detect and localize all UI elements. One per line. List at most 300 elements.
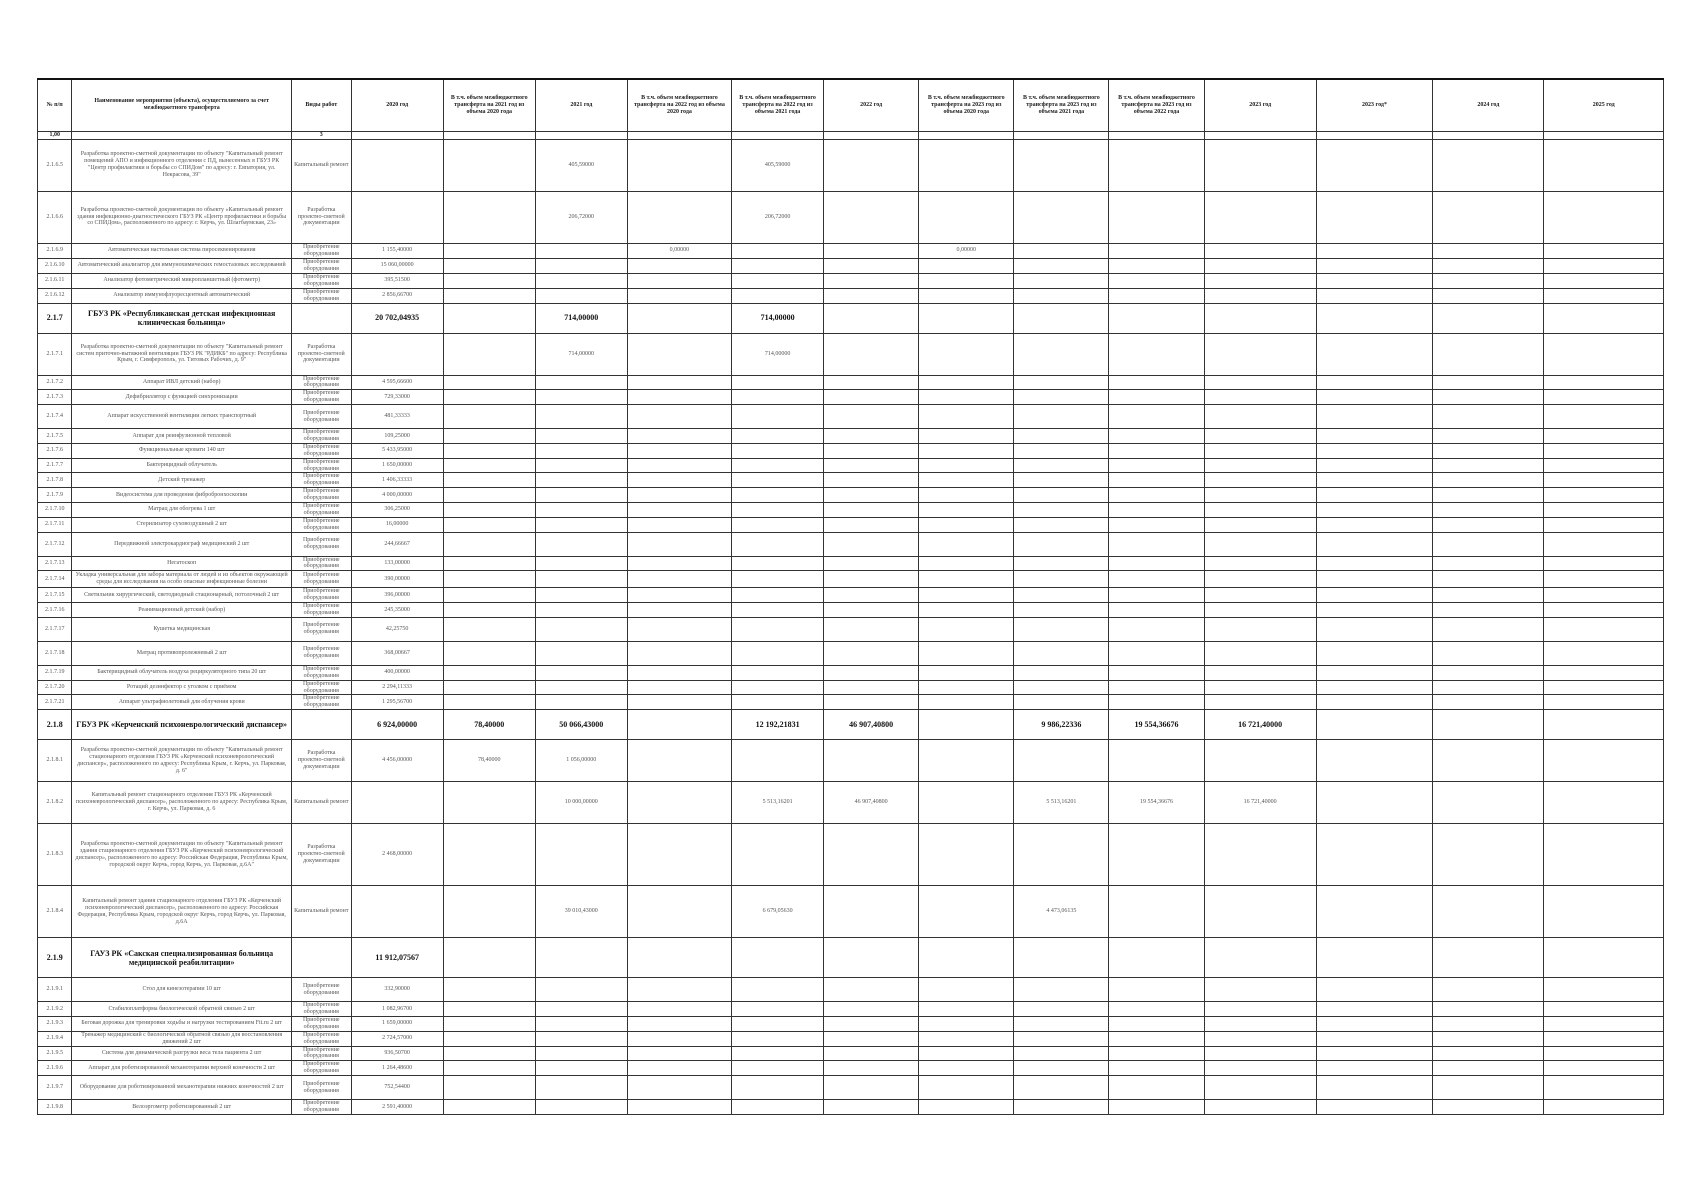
value-cell (1109, 139, 1204, 191)
value-cell (824, 303, 919, 333)
value-cell (1316, 740, 1432, 782)
value-cell: 390,00000 (351, 571, 443, 588)
row-type: Приобретение оборудования (291, 258, 351, 273)
value-cell (1014, 517, 1109, 532)
row-number: 2.1.6.5 (38, 139, 72, 191)
value-cell (919, 333, 1014, 375)
row-name: Аппарат ультрафиолетовый для облучения крови (72, 695, 292, 710)
value-cell (1109, 517, 1204, 532)
value-cell (1316, 710, 1432, 740)
row-name: Матрац для обогрева 1 шт (72, 502, 292, 517)
value-cell (1316, 556, 1432, 571)
value-cell: 936,50700 (351, 1046, 443, 1061)
value-cell (824, 1076, 919, 1100)
value-cell (443, 1046, 535, 1061)
value-cell (1544, 1017, 1664, 1032)
value-cell: 244,66667 (351, 532, 443, 556)
value-cell (627, 556, 731, 571)
value-cell: 16,00000 (351, 517, 443, 532)
value-cell (824, 258, 919, 273)
value-cell (1204, 532, 1316, 556)
value-cell (1204, 556, 1316, 571)
value-cell (443, 502, 535, 517)
value-cell (1544, 473, 1664, 488)
row-number: 2.1.7.21 (38, 695, 72, 710)
value-cell (1544, 617, 1664, 641)
value-cell: 1 264,48600 (351, 1061, 443, 1076)
value-cell (732, 1031, 824, 1046)
value-cell (1544, 1100, 1664, 1115)
value-cell (1433, 978, 1544, 1002)
value-cell (732, 740, 824, 782)
value-cell (824, 488, 919, 503)
value-cell (1433, 303, 1544, 333)
row-name: Анализатор иммунофлуоресцентный автоматический (72, 288, 292, 303)
row-type: Приобретение оборудования (291, 665, 351, 680)
row-type: Разработка проектно-сметной документации (291, 191, 351, 243)
value-cell (919, 641, 1014, 665)
row-type: Приобретение оборудования (291, 273, 351, 288)
value-cell (1204, 824, 1316, 886)
value-cell (1544, 665, 1664, 680)
value-cell (1204, 390, 1316, 405)
row-name: Анализатор фотометрический микропланшетный (фотометр) (72, 273, 292, 288)
value-cell (351, 782, 443, 824)
row-number: 2.1.8.3 (38, 824, 72, 886)
value-cell: 368,00667 (351, 641, 443, 665)
value-cell (535, 571, 627, 588)
value-cell (1316, 390, 1432, 405)
value-cell (1014, 303, 1109, 333)
row-name: Негатоскоп (72, 556, 292, 571)
value-cell (1204, 303, 1316, 333)
value-cell (1316, 1061, 1432, 1076)
row-type: Приобретение оборудования (291, 288, 351, 303)
row-number: 2.1.9.6 (38, 1061, 72, 1076)
row-number: 2.1.6.6 (38, 191, 72, 243)
row-number: 2.1.9.4 (38, 1031, 72, 1046)
value-cell (1544, 603, 1664, 618)
value-cell (627, 938, 731, 978)
row-name: Детский тренажер (72, 473, 292, 488)
value-cell (919, 517, 1014, 532)
value-cell (824, 333, 919, 375)
value-cell (1014, 571, 1109, 588)
row-number: 2.1.6.10 (38, 258, 72, 273)
value-cell (1433, 191, 1544, 243)
value-cell (1433, 139, 1544, 191)
value-cell (1014, 740, 1109, 782)
row-name: Стол для кинезотерапии 10 шт (72, 978, 292, 1002)
value-cell: 133,00000 (351, 556, 443, 571)
value-cell (627, 405, 731, 429)
value-cell (1204, 139, 1316, 191)
value-cell (1433, 375, 1544, 390)
row-number: 2.1.6.11 (38, 273, 72, 288)
value-cell (443, 695, 535, 710)
value-cell (824, 288, 919, 303)
value-cell (627, 641, 731, 665)
value-cell (1014, 429, 1109, 444)
table-row (38, 1017, 1664, 1032)
value-cell (443, 288, 535, 303)
value-cell (443, 303, 535, 333)
value-cell (627, 375, 731, 390)
value-cell: 4 000,00000 (351, 488, 443, 503)
row-type: Приобретение оборудования (291, 390, 351, 405)
value-cell (1544, 333, 1664, 375)
value-cell (1014, 695, 1109, 710)
value-cell (1544, 375, 1664, 390)
value-cell (919, 1002, 1014, 1017)
value-cell (1109, 288, 1204, 303)
value-cell (1109, 603, 1204, 618)
value-cell (732, 1046, 824, 1061)
value-cell: 1 295,56700 (351, 695, 443, 710)
value-cell (919, 1017, 1014, 1032)
row-name: Дефибриллятор с функцией синхронизации (72, 390, 292, 405)
value-cell (1544, 571, 1664, 588)
row-name: ГАУЗ РК «Сакская специализированная больница медицинской реабилитации» (72, 938, 292, 978)
value-cell (627, 191, 731, 243)
table-row (38, 782, 1664, 824)
row-number: 2.1.7.1 (38, 333, 72, 375)
value-cell (824, 502, 919, 517)
table-row (38, 1100, 1664, 1115)
value-cell (1109, 443, 1204, 458)
value-cell (443, 139, 535, 191)
value-cell (1544, 405, 1664, 429)
value-cell (627, 390, 731, 405)
value-cell (1544, 139, 1664, 191)
value-cell (1204, 1002, 1316, 1017)
header-year: 2023 год (1204, 79, 1316, 131)
row-number: 2.1.7.20 (38, 680, 72, 695)
row-name: Укладка универсальная для забора материала от людей и из объектов окружающей среды для исследования на особо опасные инфекционные болезни (72, 571, 292, 588)
header-year: 2021 год (535, 79, 627, 131)
value-cell (627, 458, 731, 473)
table-row (38, 517, 1664, 532)
value-cell (1109, 1031, 1204, 1046)
value-cell: 10 000,00000 (535, 782, 627, 824)
value-cell (1204, 740, 1316, 782)
value-cell (1433, 532, 1544, 556)
value-cell: 1 155,40000 (351, 243, 443, 258)
row-number: 2.1.7.2 (38, 375, 72, 390)
value-cell (732, 695, 824, 710)
table-row (38, 458, 1664, 473)
row-number: 2.1.7.19 (38, 665, 72, 680)
row-name: Аппарат ИВЛ детский (набор) (72, 375, 292, 390)
table-row (38, 665, 1664, 680)
value-cell (824, 390, 919, 405)
value-cell (1014, 824, 1109, 886)
value-cell (1014, 375, 1109, 390)
value-cell (1316, 243, 1432, 258)
value-cell (535, 488, 627, 503)
row-name: ГБУЗ РК «Керченский психоневрологический диспансер» (72, 710, 292, 740)
header-year: 2020 год (351, 79, 443, 131)
row-name: Капитальный ремонт здания стационарного отделения ГБУЗ РК «Керченский психоневрологический диспансер», расположенного по адресу: Российская Федерация, Республика Крым, городской округ Керчь, город Керчь, ул. Парковая, д.6А (72, 886, 292, 938)
value-cell (1433, 458, 1544, 473)
value-cell (919, 782, 1014, 824)
value-cell (1544, 710, 1664, 740)
section-row (38, 303, 1664, 333)
value-cell (1316, 824, 1432, 886)
value-cell (732, 273, 824, 288)
value-cell: 1 082,96700 (351, 1002, 443, 1017)
row-number: 2.1.9.7 (38, 1076, 72, 1100)
value-cell (443, 665, 535, 680)
budget-table (37, 78, 1664, 1115)
value-cell (1544, 288, 1664, 303)
value-cell (1204, 695, 1316, 710)
value-cell (627, 288, 731, 303)
value-cell (919, 473, 1014, 488)
value-cell (919, 938, 1014, 978)
row-type: Приобретение оборудования (291, 695, 351, 710)
value-cell (919, 405, 1014, 429)
value-cell (443, 333, 535, 375)
row-name: Передвижной электрокардиограф медицинский 2 шт (72, 532, 292, 556)
table-row (38, 139, 1664, 191)
value-cell (1014, 288, 1109, 303)
value-cell (1433, 603, 1544, 618)
value-cell (732, 429, 824, 444)
value-cell (732, 288, 824, 303)
value-cell (1433, 641, 1544, 665)
value-cell (919, 824, 1014, 886)
value-cell (1204, 273, 1316, 288)
value-cell (1109, 273, 1204, 288)
value-cell (443, 405, 535, 429)
value-cell (824, 665, 919, 680)
value-cell (732, 502, 824, 517)
row-type: Приобретение оборудования (291, 588, 351, 603)
value-cell (732, 680, 824, 695)
value-cell: 46 907,40800 (824, 782, 919, 824)
value-cell (1316, 1002, 1432, 1017)
row-name: Тренажер медицинский с биологической обратной связью для восстановления движений 2 шт (72, 1031, 292, 1046)
table-row (38, 390, 1664, 405)
value-cell (1316, 191, 1432, 243)
value-cell (443, 886, 535, 938)
value-cell (1544, 740, 1664, 782)
value-cell (627, 1061, 731, 1076)
value-cell: 19 554,36676 (1109, 710, 1204, 740)
row-number: 2.1.8.1 (38, 740, 72, 782)
row-name: Разработка проектно-сметной документации по объекту «Капитальный ремонт здания инфекционно-диагностического ГБУЗ РК «Центр профилактики и борьбы со СПИДом», расположенного по адресу: г. Керчь, ул. Шлагбаумская, 23» (72, 191, 292, 243)
header-year: В т.ч. объем межбюджетного трансферта на 2021 год из объема 2020 года (443, 79, 535, 131)
value-cell (1014, 243, 1109, 258)
value-cell: 11 912,07567 (351, 938, 443, 978)
row-type: Приобретение оборудования (291, 641, 351, 665)
index-cell (72, 131, 292, 139)
value-cell (1433, 502, 1544, 517)
value-cell (732, 617, 824, 641)
value-cell (1204, 502, 1316, 517)
value-cell: 16 721,40000 (1204, 782, 1316, 824)
value-cell (919, 665, 1014, 680)
row-number: 2.1.7.4 (38, 405, 72, 429)
row-number: 2.1.8 (38, 710, 72, 740)
row-type: Приобретение оборудования (291, 405, 351, 429)
table-row (38, 288, 1664, 303)
value-cell: 405,59000 (732, 139, 824, 191)
value-cell (535, 443, 627, 458)
value-cell (1433, 886, 1544, 938)
value-cell (535, 375, 627, 390)
value-cell (824, 458, 919, 473)
row-type: Разработка проектно-сметной документации (291, 333, 351, 375)
value-cell (1014, 258, 1109, 273)
value-cell (535, 1076, 627, 1100)
table-row (38, 502, 1664, 517)
table-row (38, 443, 1664, 458)
row-name: Беговая дорожка для тренировки ходьбы и нагрузки тестированием Fit.ru 2 шт (72, 1017, 292, 1032)
value-cell (535, 978, 627, 1002)
value-cell (1204, 886, 1316, 938)
value-cell (627, 333, 731, 375)
value-cell (919, 710, 1014, 740)
value-cell (1433, 488, 1544, 503)
row-number: 2.1.7.9 (38, 488, 72, 503)
row-type (291, 710, 351, 740)
table-row (38, 532, 1664, 556)
value-cell (1204, 680, 1316, 695)
value-cell (1316, 641, 1432, 665)
value-cell (1544, 273, 1664, 288)
value-cell (1316, 303, 1432, 333)
value-cell (443, 390, 535, 405)
row-number: 2.1.7.10 (38, 502, 72, 517)
row-name: Функциональные кровати 140 шт (72, 443, 292, 458)
value-cell (627, 429, 731, 444)
value-cell (627, 443, 731, 458)
value-cell (732, 375, 824, 390)
value-cell (1204, 1017, 1316, 1032)
value-cell (627, 532, 731, 556)
value-cell (1433, 740, 1544, 782)
value-cell (919, 458, 1014, 473)
value-cell (535, 1017, 627, 1032)
value-cell: 4 595,66600 (351, 375, 443, 390)
row-number: 2.1.7.15 (38, 588, 72, 603)
value-cell (919, 1031, 1014, 1046)
value-cell (1109, 695, 1204, 710)
value-cell (443, 191, 535, 243)
value-cell (627, 517, 731, 532)
row-number: 2.1.7.11 (38, 517, 72, 532)
row-name: Бактерицидный облучатель (72, 458, 292, 473)
value-cell (1433, 273, 1544, 288)
value-cell (1204, 665, 1316, 680)
value-cell (351, 333, 443, 375)
value-cell: 481,33333 (351, 405, 443, 429)
value-cell (1014, 1002, 1109, 1017)
value-cell: 1 650,00000 (351, 458, 443, 473)
value-cell (1316, 665, 1432, 680)
value-cell (1109, 473, 1204, 488)
table-row (38, 1002, 1664, 1017)
value-cell (919, 303, 1014, 333)
value-cell (1014, 978, 1109, 1002)
row-name: Бактерицидный облучатель воздуха рециркуляторного типа 20 шт (72, 665, 292, 680)
value-cell (824, 191, 919, 243)
value-cell (443, 458, 535, 473)
value-cell (535, 243, 627, 258)
value-cell: 396,00000 (351, 588, 443, 603)
value-cell (824, 139, 919, 191)
row-name: Оборудование для роботизированной механотерапии нижних конечностей 2 шт (72, 1076, 292, 1100)
value-cell (1014, 1076, 1109, 1100)
value-cell (1544, 938, 1664, 978)
value-cell (1204, 517, 1316, 532)
value-cell (443, 1002, 535, 1017)
row-number: 2.1.7.14 (38, 571, 72, 588)
value-cell (824, 824, 919, 886)
value-cell (443, 556, 535, 571)
value-cell (1433, 824, 1544, 886)
value-cell: 206,72000 (535, 191, 627, 243)
row-number: 2.1.7.13 (38, 556, 72, 571)
value-cell (732, 390, 824, 405)
value-cell (1433, 1002, 1544, 1017)
table-row (38, 1031, 1664, 1046)
value-cell (1433, 517, 1544, 532)
value-cell (824, 1002, 919, 1017)
value-cell (1316, 502, 1432, 517)
value-cell (1544, 1002, 1664, 1017)
value-cell (535, 695, 627, 710)
value-cell (1544, 429, 1664, 444)
value-cell: 395,51500 (351, 273, 443, 288)
value-cell (824, 1017, 919, 1032)
header-num: № п/п (38, 79, 72, 131)
table-row (38, 429, 1664, 444)
value-cell (1014, 405, 1109, 429)
value-cell (919, 429, 1014, 444)
header-name: Наименование мероприятия (объекта), осуществляемого за счет межбюджетного трансферта (72, 79, 292, 131)
value-cell (1109, 665, 1204, 680)
value-cell (919, 695, 1014, 710)
row-type: Приобретение оборудования (291, 429, 351, 444)
value-cell (1544, 443, 1664, 458)
value-cell (1433, 680, 1544, 695)
value-cell (1433, 556, 1544, 571)
value-cell (1204, 641, 1316, 665)
row-name: Капитальный ремонт стационарного отделения ГБУЗ РК «Керченский психоневрологический диспансер», расположенного по адресу: Республика Крым, г. Керчь, ул. Парковая, д. 6 (72, 782, 292, 824)
value-cell (919, 532, 1014, 556)
row-number: 2.1.8.2 (38, 782, 72, 824)
value-cell (443, 603, 535, 618)
value-cell (824, 740, 919, 782)
table-row (38, 273, 1664, 288)
value-cell (1544, 1046, 1664, 1061)
value-cell (1316, 603, 1432, 618)
row-name: Велоэргометр роботизированный 2 шт (72, 1100, 292, 1115)
value-cell (1316, 1046, 1432, 1061)
row-type: Приобретение оборудования (291, 532, 351, 556)
value-cell (443, 532, 535, 556)
value-cell (1109, 258, 1204, 273)
row-name: Стерилизатор суховоздушный 2 шт (72, 517, 292, 532)
value-cell (535, 405, 627, 429)
value-cell (1544, 532, 1664, 556)
value-cell: 4 473,06135 (1014, 886, 1109, 938)
value-cell (1433, 390, 1544, 405)
value-cell (443, 429, 535, 444)
